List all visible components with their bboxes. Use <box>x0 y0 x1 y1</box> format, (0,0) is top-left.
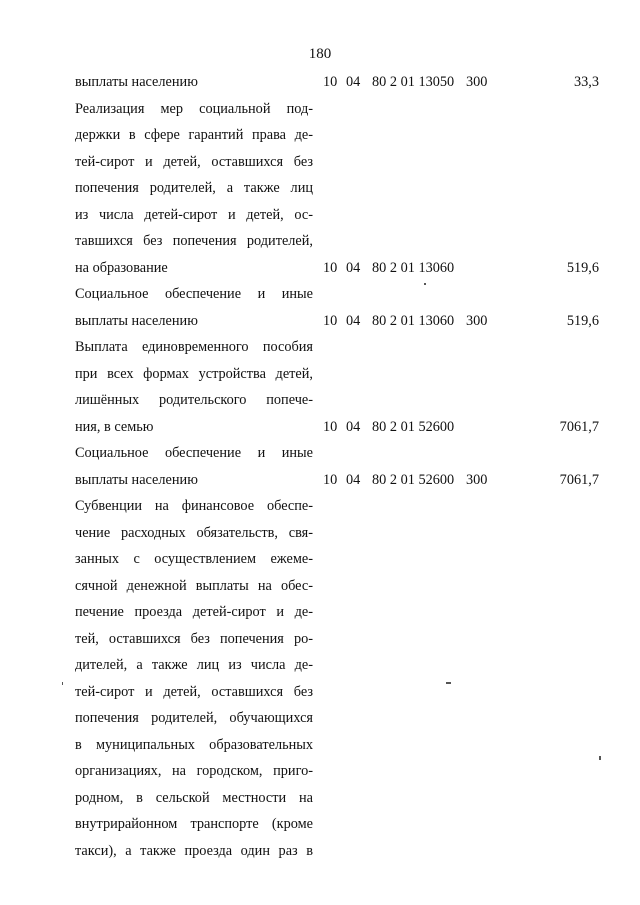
row-description: из числа детей-сирот и детей, ос- <box>75 206 313 223</box>
table-row <box>0 362 640 386</box>
row-description: на образование <box>75 259 168 276</box>
table-row <box>0 733 640 757</box>
table-row <box>0 786 640 810</box>
row-description: дителей, а также лиц из числа де- <box>75 657 313 673</box>
row-description: тей, оставшихся без попечения ро- <box>75 630 313 647</box>
row-description: сячной денежной выплаты на обес- <box>75 577 313 594</box>
table-row <box>0 309 640 333</box>
row-description: Субвенции на финансовое обеспе- <box>75 498 313 514</box>
table-row <box>0 574 640 598</box>
scan-speck <box>62 682 63 685</box>
table-row <box>0 547 640 571</box>
row-description: попечения родителей, а также лиц <box>75 180 313 196</box>
target-article-code: 80 2 01 13050 <box>372 74 455 90</box>
table-row <box>0 70 640 94</box>
row-description: Социальное обеспечение и иные <box>75 445 313 461</box>
table-row <box>0 468 640 492</box>
scan-speck <box>446 682 451 684</box>
table-row <box>0 759 640 783</box>
subsection-code: 04 <box>346 259 361 276</box>
row-description: при всех формах устройства детей, <box>75 365 313 382</box>
row-description: попечения родителей, обучающихся <box>75 710 313 726</box>
table-row <box>0 282 640 306</box>
row-description: ния, в семью <box>75 418 154 435</box>
table-row <box>0 229 640 253</box>
section-code: 10 <box>323 312 338 329</box>
table-row <box>0 203 640 227</box>
table-row <box>0 494 640 518</box>
row-description: чение расходных обязательств, свя- <box>75 524 313 541</box>
table-row <box>0 627 640 651</box>
row-description: печение проезда детей-сирот и де- <box>75 604 313 620</box>
scan-speck <box>424 283 426 285</box>
table-row <box>0 335 640 359</box>
amount-value: 519,6 <box>566 312 599 329</box>
section-code: 10 <box>323 74 338 90</box>
table-row <box>0 150 640 174</box>
table-row <box>0 256 640 280</box>
table-row <box>0 706 640 730</box>
row-description: такси), а также проезда один раз в <box>75 842 313 859</box>
subsection-code: 04 <box>346 471 361 488</box>
table-row <box>0 441 640 465</box>
table-row <box>0 388 640 412</box>
row-description: в муниципальных образовательных <box>75 736 313 753</box>
table-row <box>0 680 640 704</box>
amount-value: 519,6 <box>566 259 599 276</box>
subsection-code: 04 <box>346 74 361 90</box>
section-code: 10 <box>323 471 338 488</box>
row-description: внутрирайонном транспорте (кроме <box>75 816 313 832</box>
target-article-code: 80 2 01 52600 <box>372 471 455 488</box>
row-description: Реализация мер социальной под- <box>75 100 313 117</box>
scan-speck <box>599 756 601 760</box>
row-description: держки в сфере гарантий права де- <box>75 127 313 143</box>
row-description: выплаты населению <box>75 74 198 90</box>
row-description: лишённых родительского попече- <box>75 392 313 408</box>
target-article-code: 80 2 01 13060 <box>372 259 455 276</box>
table-row <box>0 839 640 863</box>
amount-value: 7061,7 <box>559 471 599 488</box>
page-number: 180 <box>308 46 332 62</box>
row-description: выплаты населению <box>75 471 198 488</box>
table-row <box>0 176 640 200</box>
row-description: тавшихся без попечения родителей, <box>75 233 313 249</box>
subsection-code: 04 <box>346 312 361 329</box>
target-article-code: 80 2 01 52600 <box>372 418 455 435</box>
table-row <box>0 812 640 836</box>
row-description: тей-сирот и детей, оставшихся без <box>75 153 313 170</box>
target-article-code: 80 2 01 13060 <box>372 312 455 329</box>
row-description: Социальное обеспечение и иные <box>75 286 313 302</box>
row-description: родном, в сельской местности на <box>75 789 313 806</box>
row-description: тей-сирот и детей, оставшихся без <box>75 683 313 700</box>
expense-type-code: 300 <box>466 74 488 90</box>
expense-type-code: 300 <box>466 312 488 329</box>
amount-value: 7061,7 <box>559 418 599 435</box>
expense-type-code: 300 <box>466 471 488 488</box>
table-row <box>0 123 640 147</box>
subsection-code: 04 <box>346 418 361 435</box>
row-description: организациях, на городском, приго- <box>75 763 313 779</box>
row-description: выплаты населению <box>75 312 198 329</box>
section-code: 10 <box>323 259 338 276</box>
row-description: занных с осуществлением ежеме- <box>75 551 313 567</box>
table-row <box>0 521 640 545</box>
table-row <box>0 97 640 121</box>
section-code: 10 <box>323 418 338 435</box>
amount-value: 33,3 <box>573 74 599 90</box>
table-row <box>0 415 640 439</box>
table-row <box>0 600 640 624</box>
table-row <box>0 653 640 677</box>
row-description: Выплата единовременного пособия <box>75 339 313 355</box>
